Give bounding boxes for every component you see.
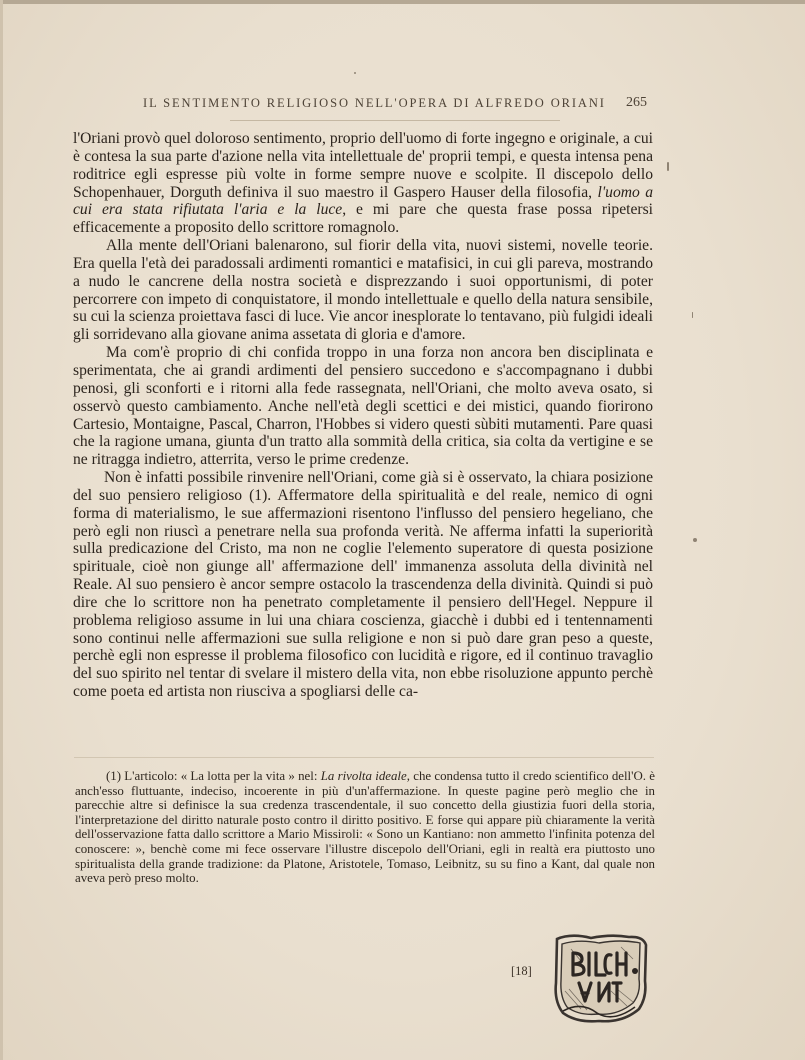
paper-speck xyxy=(354,72,356,74)
paper-speck xyxy=(667,162,669,171)
paragraph-2 xyxy=(73,237,653,344)
text-run: Alla mente dell'Oriani balenarono, sul fiorir della vita, nuovi sistemi, novelle teorie. Era quella l'età dei paradossali ardimenti romantici e matafisici, in cui gli pareva, mostrando a nudo le cancrene della nostra società e disprezzando i suoi opportunismi, di poter percorrere con impeto di conquistatore, il mondo intellettuale e quello della natura sensibile, su cui la scienza proiettava fasci di luce. Vie ancor inesplorate lo tentavano, più fulgidi ideali gli sorridevano alla giovane anima assetata di gloria e d'amore. xyxy=(73,237,653,344)
page-number: 265 xyxy=(626,95,647,110)
footnote-rule xyxy=(74,757,654,758)
signature-mark: [18] xyxy=(511,964,532,978)
text-run: Ma com'è proprio di chi confida troppo in una forza non ancora ben disciplinata e sperimentata, che ai grandi ardimenti del pensiero succedono e s'accompagnano i dubbi penosi, gli sconforti e i ritorni alla fede rassegnata, nell'Oriani, che molto aveva osato, si osservò questo cambiamento. Anche nell'età degli scettici e dei mistici, quando fiorirono Cartesio, Montaigne, Pascal, Charron, l'Hobbes si videro questi sùbiti mutamenti. Pare quasi che la ragione umana, giunta d'un tratto alla sommità della critica, sia colta da vertigine e se ne ritragga indietro, atterrita, verso le prime credenze. xyxy=(73,344,653,469)
paragraph-1 xyxy=(73,130,653,237)
text-run: (1) L'articolo: « La lotta per la vita » nel: xyxy=(106,769,321,783)
text-run: l'Oriani provò quel doloroso sentimento, proprio dell'uomo di forte ingegno e originale, a cui è contesa la sua parte d'azione nella vita intellettuale de' proprii tempi, e questa intensa pena roditrice egli espresse più volte in forme sempre nuove e scolpite. Il discepolo dello Schopenhauer, Dorguth definiva il suo maestro il Gaspero Hauser della filosofia, xyxy=(73,130,653,201)
page-top-edge xyxy=(0,0,805,4)
main-text xyxy=(73,130,653,701)
page-left-edge xyxy=(0,0,3,1060)
text-run: , che condensa tutto il credo scientifico dell'O. è anch'esso fluttuante, indeciso, incoerente in più d'un'affermazione. In queste pagine però meglio che in parecchie altre si definisce la sua credenza trascendentale, il suo concetto della giustizia fuori della storia, l'interpretazione del diritto naturale posto contro il diritto positivo. E forse qui appare più chiaramente la verità dell'osservazione fatta dallo scrittore a Mario Missiroli: « Sono un Kantiano: non ammetto l'infinita potenza del conoscere: », benchè come mi fece osservare l'illustre discepolo dell'Oriani, egli in realtà era piuttosto uno spiritualista della grande tradizione: da Platone, Aristotele, Tomaso, Leibnitz, su su fino a Kant, dal quale non aveva però preso molto. xyxy=(75,769,655,886)
italic-quote: l'uomo a cui era stata rifiutata l'aria e la luce xyxy=(73,183,654,219)
running-head-title: IL SENTIMENTO RELIGIOSO NELL'OPERA DI ALFREDO ORIANI xyxy=(143,96,606,110)
text-run: Non è infatti possibile rinvenire nell'Oriani, come già si è osservato, la chiara posizione del suo pensiero religioso (1). Affermatore della spiritualità e del reale, nemico di ogni forma di materialismo, le sue affermazioni risentono l'influsso del pensiero hegeliano, che però egli non riuscì a penetrare nella sua profonda verità. Ne afferma infatti la superiorità sulla predicazione del Cristo, ma non ne coglie l'elemento superatore di questa posizione spirituale, cioè non giunge all' affermazione dell' immanenza assoluta della divinità nel Reale. Al suo pensiero è ancor sempre ostacolo la trascendenza della divinità. Quindi si può dire che lo scrittore non ha penetrato completamente il pensiero dell'Hegel. Neppure il problema religioso assume in lui una chiara coscienza, giacchè i dubbi ed i tentennamenti sono continui nelle affermazioni sue sulla religione e non si può dare gran peso a queste, perchè egli non espresse il problema filosofico con lucidità e rigore, ed il continuo travaglio del suo spirito nel tentar di svelare il mistero della vita, non ebbe risoluzione appunto perchè come poeta ed artista non riusciva a spogliarsi delle ca- xyxy=(73,469,653,701)
library-stamp-icon xyxy=(551,931,649,1026)
italic-title: La rivolta ideale xyxy=(320,769,407,783)
footnote-paragraph xyxy=(75,769,655,886)
footnote xyxy=(75,769,655,886)
paper-speck xyxy=(692,312,693,318)
paper-speck xyxy=(693,538,697,542)
text-run: , e mi pare che questa frase possa ripetersi efficacemente a proposito dello scrittore romagnolo. xyxy=(73,201,653,237)
paragraph-3 xyxy=(73,344,653,469)
paragraph-4 xyxy=(73,469,653,701)
running-head-rule xyxy=(230,120,560,121)
